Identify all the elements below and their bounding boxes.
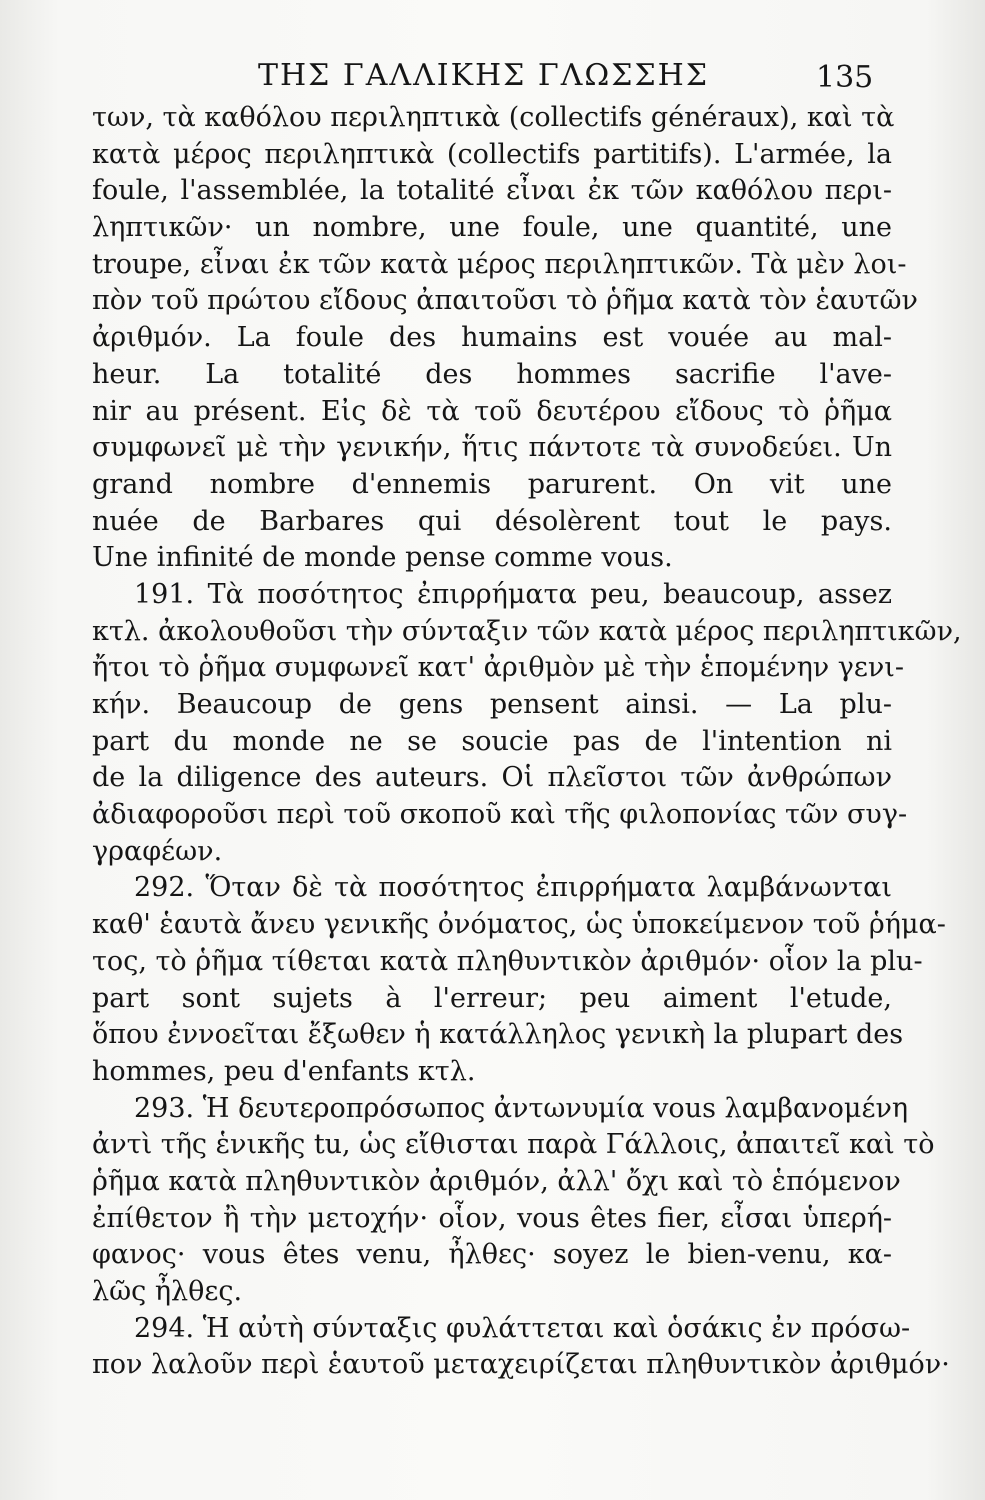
text-line: ἐπίθετον ἢ τὴν μετοχήν· οἷον, vous êtes fier, εἶσαι ὑπερή-	[92, 1202, 892, 1234]
text-line: ῥῆμα κατὰ πληθυντικὸν ἀριθμόν, ἀλλ' ὄχι καὶ τὸ ἑπόμενον	[92, 1165, 901, 1197]
text-line: grand nombre d'ennemis parurent. On vit une	[92, 468, 892, 500]
paragraph-294-start: 294. Ἡ αὐτὴ σύνταξις φυλάττεται καὶ ὁσάκις ἐν πρόσω-	[134, 1312, 911, 1344]
text-line: Une infinité de monde pense comme vous.	[92, 542, 673, 574]
text-line: κήν. Beaucoup de gens pensent ainsi. — La plu-	[92, 689, 892, 720]
text-line: ἀδιαφοροῦσι περὶ τοῦ σκοποῦ καὶ τῆς φιλοπονίας τῶν συγ-	[92, 799, 908, 831]
text-line: hommes, peu d'enfants κτλ.	[92, 1055, 476, 1087]
text-line: nir au présent. Εἰς δὲ τὰ τοῦ δευτέρου εἴδους τὸ ῥῆμα	[92, 395, 892, 427]
text-line: κτλ. ἀκολουθοῦσι τὴν σύνταξιν τῶν κατὰ μέρος περιληπτικῶν,	[92, 615, 962, 647]
text-line: πον λαλοῦν περὶ ἑαυτοῦ μεταχειρίζεται πληθυντικὸν ἀριθμόν·	[92, 1349, 950, 1381]
text-line: ληπτικῶν· un nombre, une foule, une quantité, une	[92, 212, 892, 244]
text-line: de la diligence des auteurs. Οἱ πλεῖστοι τῶν ἀνθρώπων	[92, 762, 892, 794]
text-line: heur. La totalité des hommes sacrifie l'ave-	[92, 358, 892, 390]
text-line: των, τὰ καθόλου περιληπτικὰ (collectifs généraux), καὶ τὰ	[92, 102, 895, 133]
page-number: 135	[816, 60, 874, 95]
text-line: γραφέων.	[92, 835, 223, 867]
text-line: part sont sujets à l'erreur; peu aiment l'etude,	[92, 982, 892, 1014]
text-line: κατὰ μέρος περιληπτικὰ (collectifs partitifs). L'armée, la	[92, 138, 892, 170]
text-line: ἀντὶ τῆς ἑνικῆς tu, ὡς εἴθισται παρὰ Γάλλοις, ἀπαιτεῖ καὶ τὸ	[92, 1129, 935, 1161]
running-title: ΤΗΣ ΓΑΛΛΙΚΗΣ ΓΛΩΣΣΗΣ	[258, 58, 710, 93]
text-line: ὅπου ἐννοεῖται ἔξωθεν ἡ κατάλληλος γενικὴ la plupart des	[92, 1019, 904, 1051]
text-line: καθ' ἑαυτὰ ἄνευ γενικῆς ὀνόματος, ὡς ὑποκείμενον τοῦ ῥήμα-	[92, 909, 946, 941]
text-line: συμφωνεῖ μὲ τὴν γενικήν, ἥτις πάντοτε τὰ συνοδεύει. Un	[92, 432, 892, 464]
page-header	[0, 58, 985, 102]
paragraph-293-start: 293. Ἡ δευτεροπρόσωπος ἀντωνυμία vous λαμβανομένη	[134, 1092, 909, 1124]
text-line: ἤτοι τὸ ῥῆμα συμφωνεῖ κατ' ἀριθμὸν μὲ τὴν ἑπομένην γενι-	[92, 652, 904, 684]
body-text	[92, 100, 962, 1384]
paragraph-191-start: 191. Τὰ ποσότητος ἐπιρρήματα peu, beaucoup, assez	[134, 578, 892, 610]
text-line: ἀριθμόν. La foule des humains est vouée au mal-	[92, 322, 892, 354]
text-line: troupe, εἶναι ἐκ τῶν κατὰ μέρος περιληπτικῶν. Τὰ μὲν λοι-	[92, 248, 907, 280]
text-line: φανος· vous êtes venu, ἦλθες· soyez le bien-venu, κα-	[92, 1239, 892, 1271]
text-line: λῶς ἦλθες.	[92, 1276, 243, 1307]
text-line: part du monde ne se soucie pas de l'intention ni	[92, 725, 892, 757]
text-line: nuée de Barbares qui désolèrent tout le pays.	[92, 505, 892, 537]
text-line: πὸν τοῦ πρώτου εἴδους ἀπαιτοῦσι τὸ ῥῆμα κατὰ τὸν ἑαυτῶν	[92, 285, 918, 317]
text-line: τος, τὸ ῥῆμα τίθεται κατὰ πληθυντικὸν ἀριθμόν· οἷον la plu-	[92, 945, 923, 977]
paragraph-292-start: 292. Ὅταν δὲ τὰ ποσότητος ἐπιρρήματα λαμβάνωνται	[134, 872, 892, 904]
text-line: foule, l'assemblée, la totalité εἶναι ἐκ τῶν καθόλου περι-	[92, 175, 892, 207]
